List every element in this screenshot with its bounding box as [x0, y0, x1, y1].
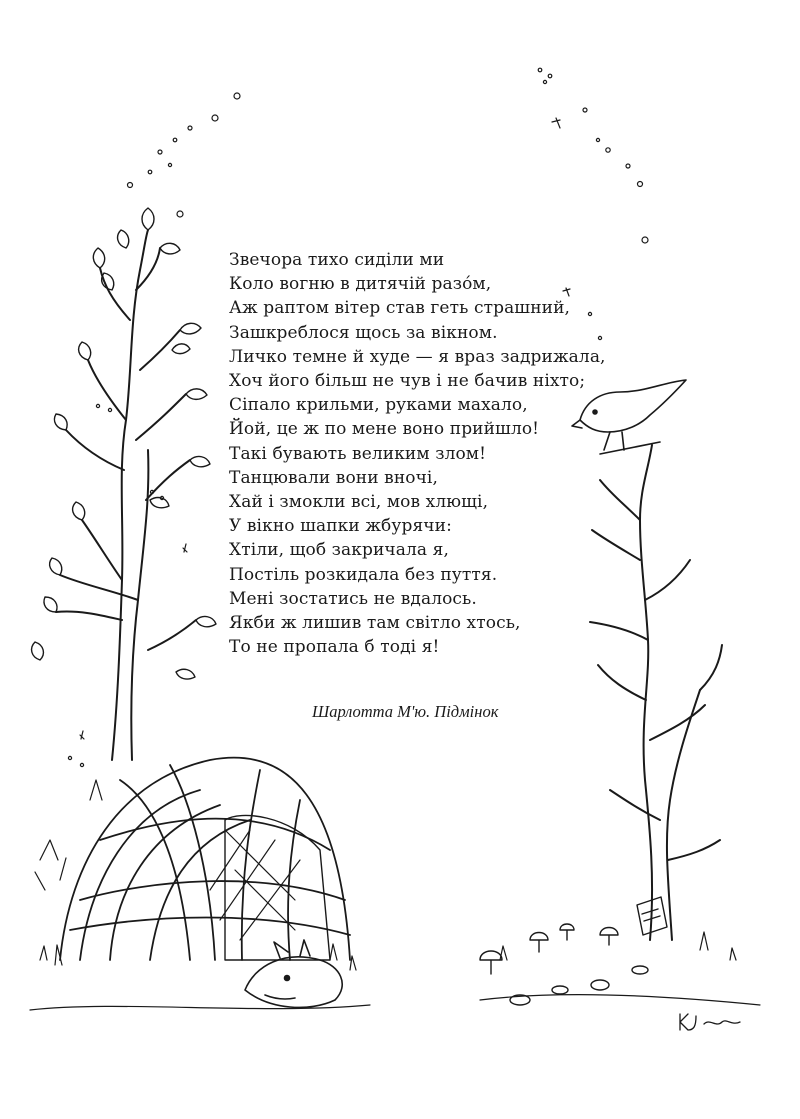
fox-icon	[245, 940, 342, 1007]
poem-line: Мені зостатись не вдалось.	[229, 588, 477, 609]
poem-line: Звечора тихо сиділи ми	[229, 250, 445, 270]
artist-signature	[676, 1010, 746, 1034]
poem-line: Танцювали вони вночі,	[229, 467, 438, 488]
poem-line: У вікно шапки жбурячи:	[229, 516, 452, 537]
poem-line: Такі бувають великим злом!	[229, 443, 487, 464]
poem-line: Коло вогню в дитячій разо́м,	[229, 274, 492, 295]
poem-line: Постіль розкидала без пуття.	[229, 564, 498, 585]
poem-line: Зашкреблося щось за вікном.	[229, 322, 498, 343]
mushroom-icon	[480, 924, 648, 1005]
poem	[229, 248, 609, 659]
poem-line: Аж раптом вітер став геть страшний,	[229, 298, 571, 319]
poem-author: Шарлотта М'ю. Підмінок	[312, 702, 499, 721]
willow-hut-icon	[60, 758, 350, 960]
poem-line: Йой, це ж по мене воно прийшло!	[229, 419, 540, 440]
poem-line: Сіпало крильми, руками махало,	[229, 395, 528, 416]
poem-line: Якби ж лишив там світло хтось,	[229, 613, 521, 634]
poem-line: Хтіли, щоб закричала я,	[229, 540, 449, 561]
poem-line: Личко темне й худе — я враз задрижала,	[229, 346, 606, 367]
oak-tree-icon	[56, 230, 196, 760]
poem-line: Хай і змокли всі, мов хлющі,	[229, 492, 489, 513]
poem-line: То не пропала б тоді я!	[229, 637, 440, 658]
bare-tree-icon	[590, 445, 722, 940]
poem-line: Хоч його більш не чув і не бачив ніхто;	[229, 371, 586, 392]
